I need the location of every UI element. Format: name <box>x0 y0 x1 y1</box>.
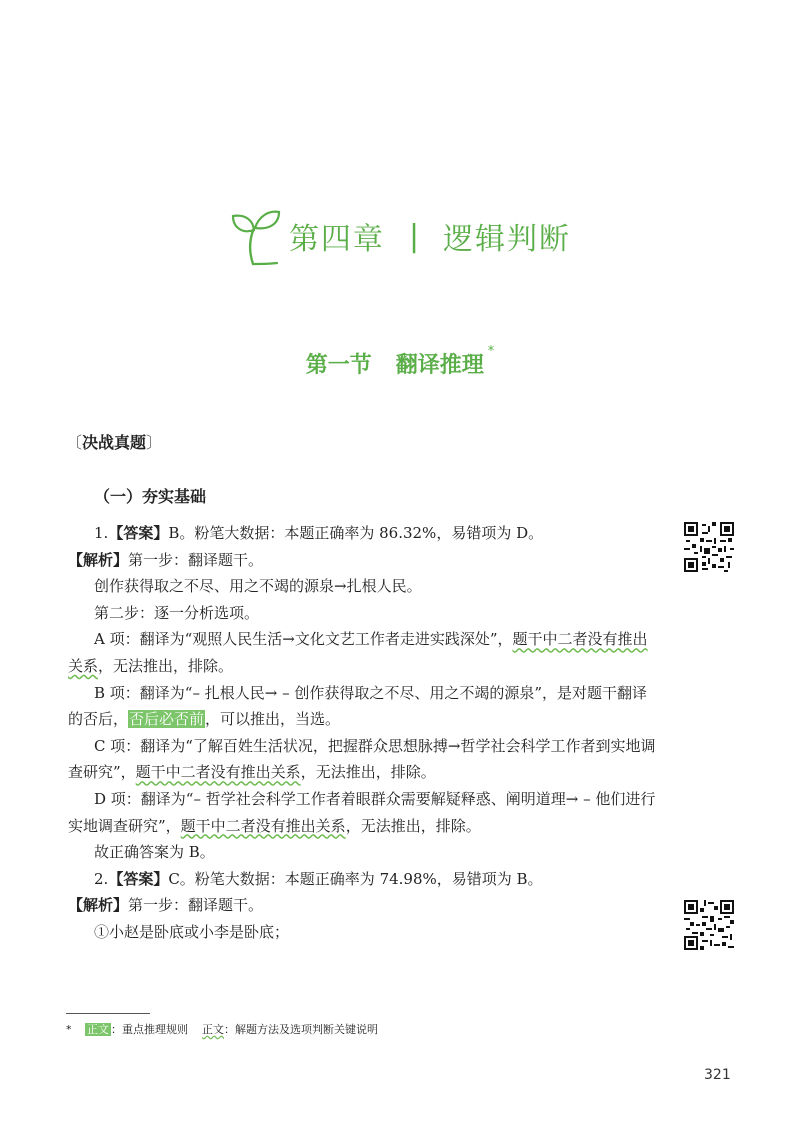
q1-option-b-rule: 否后必否前 <box>129 710 205 729</box>
q2-analysis-tag: 【解析】 <box>68 896 129 915</box>
q1-conclusion: 故正确答案为 B。 <box>94 843 215 862</box>
q1-option-a: A 项：翻译为“观照人民生活→文化文艺工作者走进实践深处”，题干中二者没有推出关系，无法推出，排除。 <box>68 630 648 675</box>
chapter-subtitle: 逻辑判断 <box>443 222 572 257</box>
q1-premise: 创作获得取之不尽、用之不竭的源泉→扎根人民。 <box>94 577 422 596</box>
footnote-divider <box>66 1013 150 1014</box>
section-number: 第一节 <box>305 353 372 378</box>
q1-option-a-key: 题干中二者没有推出关系 <box>68 630 648 675</box>
practice-heading <box>66 430 162 453</box>
close-bracket: 〕 <box>146 433 163 452</box>
q2-analysis-line <box>68 892 658 919</box>
footnote-tag-highlight: 正文 <box>87 1023 109 1036</box>
qr-code-icon <box>684 522 734 572</box>
q2-step1: 第一步：翻译题干。 <box>128 896 264 915</box>
section-heading <box>0 344 800 379</box>
chapter-heading <box>0 206 800 270</box>
q1-option-c: C 项：翻译为“了解百姓生活状况，把握群众思想脉搏→哲学社会科学工作者到实地调查研究”，题干中二者没有推出关系，无法推出，排除。 <box>68 736 656 782</box>
q2-premise1: ①小赵是卧底或小李是卧底； <box>94 922 290 941</box>
q2-answer-tag: 【答案】 <box>108 869 169 888</box>
chapter-title: 第四章 <box>288 222 385 257</box>
subsection-heading: （一）夯实基础 <box>94 487 207 506</box>
q1-answer-line <box>68 520 658 547</box>
q1-option-d: D 项：翻译为“– 哲学社会科学工作者着眼群众需要解疑释惑、阐明道理→ – 他们进行实地调查研究”，题干中二者没有推出关系，无法推出，排除。 <box>68 789 656 835</box>
q2-answer-line <box>68 866 658 893</box>
footnote-text2: ：解题方法及选项判断关键说明 <box>224 1023 378 1036</box>
section-footnote-mark: * <box>487 344 495 359</box>
q1-analysis-line <box>68 547 658 574</box>
q1-analysis-tag: 【解析】 <box>68 550 129 569</box>
sprout-icon <box>229 206 281 266</box>
page-number: 321 <box>704 1067 731 1083</box>
footnote-text1: ：重点推理规则 <box>111 1023 188 1036</box>
q1-option-d-key: 题干中二者没有推出关系 <box>180 816 346 835</box>
q1-option-c-key: 题干中二者没有推出关系 <box>135 763 301 782</box>
practice-heading-text: 决战真题 <box>82 433 147 452</box>
section-title: 翻译推理 <box>395 353 484 378</box>
q1-number: 1. <box>94 524 109 542</box>
q1-option-b: B 项：翻译为“– 扎根人民→ – 创作获得取之不尽、用之不竭的源泉”，是对题干翻译的否后，否后必否前，可以推出，当选。 <box>68 683 648 729</box>
q1-answer-tag: 【答案】 <box>108 524 169 542</box>
q1-answer-text: B。粉笔大数据：本题正确率为 86.32%，易错项为 D。 <box>168 524 544 542</box>
q2-answer-text: C。粉笔大数据：本题正确率为 74.98%，易错项为 B。 <box>168 869 543 888</box>
qr-code-icon <box>684 900 734 950</box>
answer-body <box>68 520 658 946</box>
q2-number: 2. <box>94 869 109 888</box>
footnote <box>66 1021 378 1037</box>
chapter-separator: | <box>408 218 420 254</box>
footnote-tag-wavy: 正文 <box>202 1023 224 1036</box>
open-bracket: 〔 <box>66 433 83 452</box>
footnote-mark: * <box>66 1023 72 1036</box>
q1-step1: 第一步：翻译题干。 <box>128 550 264 569</box>
q1-step2: 第二步：逐一分析选项。 <box>94 603 260 622</box>
